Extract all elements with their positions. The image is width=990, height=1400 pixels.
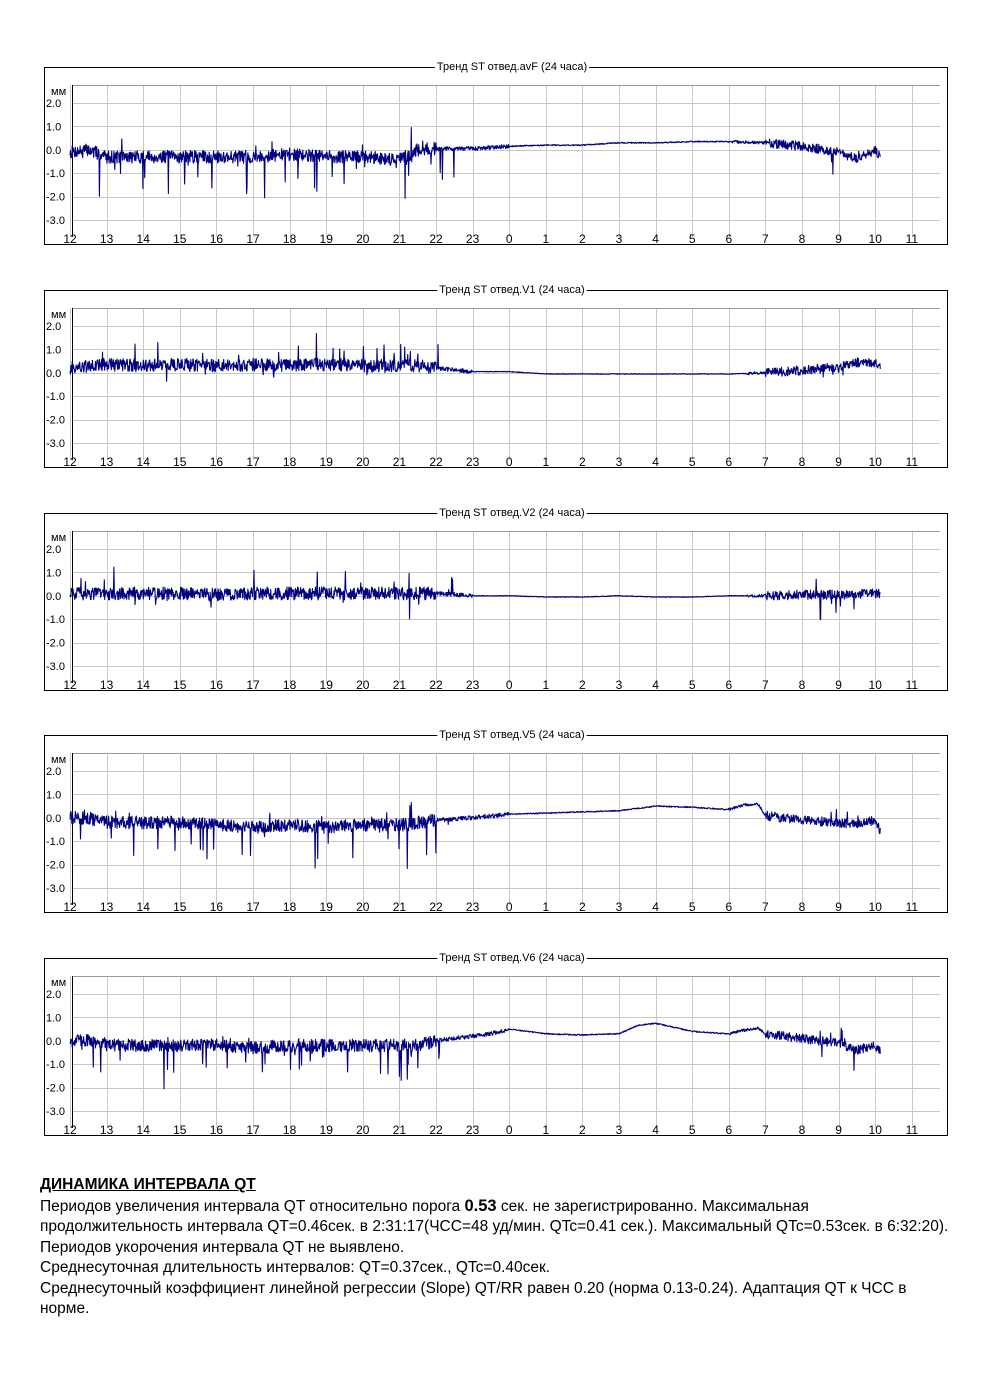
x-tick-label: 11: [905, 1123, 919, 1137]
x-tick-label: 2: [579, 900, 586, 914]
st-trend-panel-avf: [44, 62, 948, 245]
x-tick-label: 15: [173, 1123, 187, 1137]
qt-threshold-value: 0.53: [464, 1196, 497, 1215]
grid: [71, 531, 941, 683]
x-tick-label: 1: [542, 678, 550, 692]
x-tick-label: 18: [282, 678, 297, 692]
report-paragraph-average: Среднесуточная длительность интервалов: QT=0.37сек., QTc=0.40сек.: [40, 1259, 551, 1276]
x-tick-label: 3: [615, 1123, 623, 1137]
x-tick-label: 15: [173, 455, 187, 469]
x-tick-label: 4: [652, 455, 659, 469]
x-tick-label: 5: [688, 455, 696, 469]
y-tick-label: -3.0: [46, 215, 65, 227]
x-tick-label: 20: [356, 455, 370, 469]
x-tick-label: 14: [136, 678, 150, 692]
x-tick-label: 5: [688, 678, 696, 692]
x-tick-label: 3: [615, 900, 623, 914]
x-tick-label: 8: [798, 678, 806, 692]
x-tick-label: 6: [725, 1123, 733, 1137]
x-tick-label: 10: [868, 455, 882, 469]
x-tick-label: 6: [725, 678, 733, 692]
y-axis-unit-label: мм: [51, 86, 67, 98]
x-tick-label: 2: [579, 1123, 586, 1137]
x-tick-label: 14: [136, 455, 150, 469]
report-paragraph-prolongation: [40, 1196, 950, 1238]
x-tick-label: 12: [63, 232, 77, 246]
y-axis-unit-label: мм: [51, 977, 67, 989]
x-tick-label: 18: [282, 455, 297, 469]
x-tick-label: 23: [465, 455, 480, 469]
st-trend-line: [70, 128, 880, 199]
y-tick-label: 2.0: [46, 98, 62, 110]
x-tick-label: 0: [505, 1123, 513, 1137]
report-text: Периодов увеличения интервала QT относительно порога: [40, 1197, 465, 1215]
x-tick-label: 10: [868, 900, 882, 914]
y-tick-label: 2.0: [46, 766, 62, 778]
x-tick-label: 15: [173, 678, 187, 692]
x-tick-label: 11: [905, 678, 919, 692]
y-axis-unit-label: мм: [51, 754, 67, 766]
x-tick-label: 4: [652, 232, 659, 246]
x-tick-label: 9: [835, 455, 842, 469]
x-tick-label: 9: [835, 232, 842, 246]
x-tick-label: 22: [429, 900, 443, 914]
x-tick-label: 7: [762, 678, 769, 692]
st-trend-panel-v2: [44, 508, 948, 691]
st-trend-chart-v5: [44, 730, 948, 913]
x-tick-label: 18: [282, 232, 297, 246]
x-tick-label: 8: [798, 455, 806, 469]
x-tick-label: 1: [542, 232, 550, 246]
x-tick-label: 12: [63, 900, 77, 914]
st-trend-line: [70, 803, 880, 869]
x-tick-label: 15: [173, 900, 187, 914]
report-paragraph-slope: Среднесуточный коэффициент линейной регрессии (Slope) QT/RR равен 0.20 (норма 0.13-0.24). Адаптация QT к ЧСС в норме.: [40, 1279, 907, 1317]
x-tick-label: 23: [465, 1123, 480, 1137]
x-tick-label: 8: [798, 1123, 806, 1137]
y-tick-label: 0.0: [46, 1035, 62, 1048]
x-tick-label: 17: [246, 678, 260, 692]
x-tick-label: 0: [505, 678, 513, 692]
x-tick-label: 20: [356, 900, 370, 914]
y-tick-label: -3.0: [46, 661, 65, 673]
report-heading-text: ДИНАМИКА ИНТЕРВАЛА QT: [40, 1176, 256, 1193]
x-tick-label: 12: [63, 455, 77, 469]
x-tick-label: 8: [798, 900, 806, 914]
y-tick-label: 2.0: [46, 989, 62, 1001]
x-tick-label: 5: [688, 900, 696, 914]
x-tick-label: 4: [652, 900, 659, 914]
y-tick-label: 1.0: [46, 1012, 62, 1025]
x-tick-label: 16: [209, 678, 224, 692]
y-tick-label: 1.0: [46, 121, 62, 134]
x-tick-label: 20: [356, 678, 370, 692]
y-tick-label: 0.0: [46, 590, 62, 603]
y-tick-label: 1.0: [46, 567, 62, 580]
x-tick-label: 20: [356, 232, 370, 246]
st-trend-panel-v1: [44, 285, 948, 468]
y-tick-label: -1.0: [46, 1059, 65, 1072]
x-tick-label: 17: [246, 232, 260, 246]
x-tick-label: 19: [319, 232, 333, 246]
x-tick-label: 15: [173, 232, 187, 246]
x-tick-label: 22: [429, 678, 443, 692]
st-trend-panel-v6: [44, 953, 948, 1136]
x-tick-label: 4: [652, 678, 659, 692]
x-tick-label: 21: [392, 455, 407, 469]
x-tick-label: 9: [835, 900, 842, 914]
x-tick-label: 17: [246, 455, 260, 469]
x-tick-label: 21: [392, 1123, 407, 1137]
chart-title: Тренд ST отвед.V2 (24 часа): [439, 507, 585, 519]
x-tick-label: 10: [868, 1123, 882, 1137]
x-tick-label: 7: [762, 232, 769, 246]
y-tick-label: -2.0: [46, 191, 65, 204]
x-tick-label: 7: [762, 455, 769, 469]
x-tick-label: 7: [762, 1123, 769, 1137]
chart-frame: [45, 514, 948, 691]
y-tick-label: -2.0: [46, 859, 65, 872]
x-tick-label: 21: [392, 900, 407, 914]
x-tick-label: 18: [282, 1123, 297, 1137]
x-tick-label: 16: [209, 232, 224, 246]
x-tick-label: 6: [725, 900, 733, 914]
y-tick-label: -2.0: [46, 1082, 65, 1095]
x-tick-label: 2: [579, 678, 586, 692]
x-tick-label: 21: [392, 232, 407, 246]
x-tick-label: 9: [835, 678, 842, 692]
x-tick-label: 7: [762, 900, 769, 914]
st-trend-chart-avf: [44, 62, 948, 245]
x-tick-label: 1: [542, 900, 550, 914]
x-tick-label: 11: [905, 455, 919, 469]
x-tick-label: 16: [209, 1123, 224, 1137]
st-trend-chart-v6: [44, 953, 948, 1136]
x-tick-label: 17: [246, 900, 260, 914]
y-tick-label: -3.0: [46, 438, 65, 450]
y-tick-label: 2.0: [46, 321, 62, 333]
chart-title: Тренд ST отвед.V5 (24 часа): [439, 729, 585, 741]
x-tick-label: 14: [136, 232, 150, 246]
st-trend-chart-v1: [44, 285, 948, 468]
x-tick-label: 9: [835, 1123, 842, 1137]
st-trend-line: [70, 1023, 880, 1089]
x-tick-label: 0: [505, 900, 513, 914]
report-paragraph-shortening: Периодов укорочения интервала QT не выявлено.: [40, 1238, 405, 1256]
y-tick-label: -1.0: [46, 836, 65, 849]
x-tick-label: 2: [579, 455, 586, 469]
x-tick-label: 3: [615, 455, 623, 469]
x-tick-label: 22: [429, 1123, 443, 1137]
y-tick-label: 0.0: [46, 812, 62, 825]
report-heading: [40, 1175, 950, 1196]
chart-frame: [45, 291, 948, 468]
y-tick-label: 1.0: [46, 789, 62, 802]
x-tick-label: 1: [542, 1123, 550, 1137]
y-tick-label: 0.0: [46, 367, 62, 380]
x-tick-label: 20: [356, 1123, 370, 1137]
y-axis-unit-label: мм: [51, 532, 67, 544]
x-tick-label: 10: [868, 232, 882, 246]
x-tick-label: 6: [725, 455, 733, 469]
x-tick-label: 16: [209, 900, 224, 914]
y-tick-label: 1.0: [46, 344, 62, 357]
x-tick-label: 14: [136, 900, 150, 914]
y-tick-label: -3.0: [46, 1106, 65, 1118]
x-tick-label: 12: [63, 678, 77, 692]
x-tick-label: 19: [319, 900, 333, 914]
x-tick-label: 6: [725, 232, 733, 246]
x-tick-label: 14: [136, 1123, 150, 1137]
st-trend-line: [70, 567, 880, 620]
x-tick-label: 23: [465, 232, 480, 246]
qt-dynamics-report: [40, 1175, 950, 1320]
x-tick-label: 13: [99, 900, 114, 914]
x-tick-label: 0: [505, 232, 513, 246]
x-tick-label: 23: [465, 900, 480, 914]
x-tick-label: 3: [615, 678, 623, 692]
x-tick-label: 13: [99, 232, 114, 246]
x-tick-label: 18: [282, 900, 297, 914]
grid: [71, 976, 941, 1128]
x-tick-label: 5: [688, 1123, 696, 1137]
y-tick-label: -1.0: [46, 391, 65, 404]
report-text: сек. не зарегистрированно. Максимальная продолжительность интервала QT=0.46сек. в 2:31:17(ЧСС=48 уд/мин. QTc=0.41 сек.). Максимальный QTc=0.53сек. в 6:32:20).: [40, 1197, 949, 1235]
x-tick-label: 19: [319, 678, 333, 692]
y-axis-unit-label: мм: [51, 309, 67, 321]
x-tick-label: 22: [429, 455, 443, 469]
x-tick-label: 22: [429, 232, 443, 246]
chart-title: Тренд ST отвед.V6 (24 часа): [439, 952, 585, 964]
x-tick-label: 11: [905, 900, 919, 914]
grid: [71, 308, 941, 460]
st-trend-line: [70, 334, 880, 382]
x-tick-label: 23: [465, 678, 480, 692]
y-tick-label: -2.0: [46, 414, 65, 427]
x-tick-label: 10: [868, 678, 882, 692]
x-tick-label: 8: [798, 232, 806, 246]
x-tick-label: 19: [319, 1123, 333, 1137]
y-tick-label: 2.0: [46, 544, 62, 556]
x-tick-label: 4: [652, 1123, 659, 1137]
y-tick-label: -2.0: [46, 637, 65, 650]
x-tick-label: 17: [246, 1123, 260, 1137]
x-tick-label: 16: [209, 455, 224, 469]
grid: [71, 85, 941, 237]
y-tick-label: 0.0: [46, 144, 62, 157]
x-tick-label: 5: [688, 232, 696, 246]
x-tick-label: 21: [392, 678, 407, 692]
st-trend-panel-v5: [44, 730, 948, 913]
x-tick-label: 12: [63, 1123, 77, 1137]
x-tick-label: 13: [99, 455, 114, 469]
x-tick-label: 0: [505, 455, 513, 469]
x-tick-label: 13: [99, 1123, 114, 1137]
y-tick-label: -3.0: [46, 883, 65, 895]
y-tick-label: -1.0: [46, 168, 65, 181]
chart-title: Тренд ST отвед.avF (24 часа): [436, 61, 588, 73]
x-tick-label: 2: [579, 232, 586, 246]
x-tick-label: 13: [99, 678, 114, 692]
chart-title: Тренд ST отвед.V1 (24 часа): [439, 284, 585, 296]
st-trend-chart-v2: [44, 508, 948, 691]
x-tick-label: 19: [319, 455, 333, 469]
y-tick-label: -1.0: [46, 614, 65, 627]
x-tick-label: 3: [615, 232, 623, 246]
x-tick-label: 1: [542, 455, 550, 469]
x-tick-label: 11: [905, 232, 919, 246]
